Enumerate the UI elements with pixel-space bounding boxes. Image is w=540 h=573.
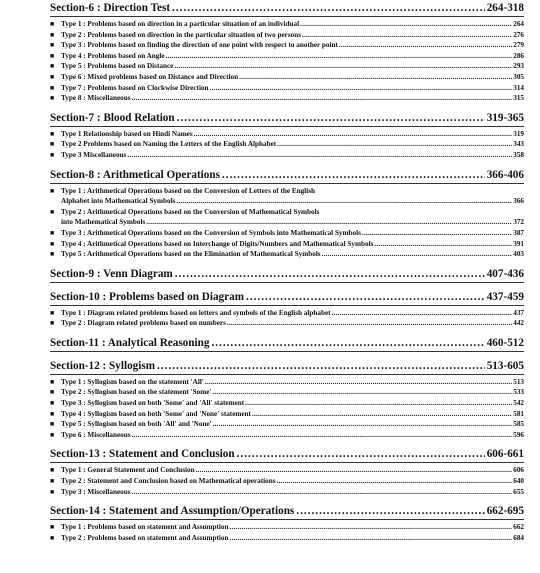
toc-item-page: 276 — [513, 30, 524, 39]
square-bullet-icon: ■ — [50, 72, 55, 81]
section-title: Section-6 : Direction Test — [50, 2, 171, 14]
square-bullet-icon: ■ — [50, 41, 55, 50]
section-item-list — [50, 377, 524, 441]
toc-item-label: Type 2 : Diagram related problems based on numbers — [61, 319, 226, 328]
toc-item — [50, 249, 524, 260]
toc-section — [50, 289, 524, 329]
toc-item-label: Alphabet into Mathematical Symbols — [61, 197, 176, 206]
dot-leader — [157, 358, 485, 374]
section-heading — [50, 0, 524, 17]
toc-section — [50, 335, 524, 352]
square-bullet-icon: ■ — [50, 250, 55, 259]
square-bullet-icon: ■ — [50, 83, 55, 92]
dot-leader — [302, 30, 512, 41]
toc-item-label: Type 3 : Arithmetical Operations based on the Conversion of Symbols into Mathematical Symbols — [61, 228, 361, 237]
square-bullet-icon: ■ — [50, 377, 55, 386]
toc-item-label: Type 4 : Arithmetical Operations based on Interchange of Digits/Numbers and Mathematical Symbols — [61, 239, 374, 248]
toc-item-page: 640 — [513, 477, 524, 486]
section-heading — [50, 110, 524, 127]
square-bullet-icon: ■ — [50, 430, 55, 439]
toc-item-label: Type 1 : Arithmetical Operations based on the Conversion of Letters of the English — [61, 186, 316, 195]
toc-item-label: Type 1 : General Statement and Conclusion — [61, 466, 195, 475]
toc-item — [50, 430, 524, 441]
toc-item — [50, 93, 524, 104]
toc-item — [50, 465, 524, 476]
toc-item-label: Type 3 : Syllogism based on both 'Some' and 'All' statement — [61, 399, 245, 408]
section-title: Section-12 : Syllogism — [50, 359, 156, 372]
square-bullet-icon: ■ — [50, 319, 55, 328]
section-heading — [50, 266, 524, 283]
dot-leader — [132, 93, 513, 104]
dot-leader — [252, 409, 512, 420]
square-bullet-icon: ■ — [50, 30, 55, 39]
square-bullet-icon: ■ — [50, 140, 55, 149]
toc-section — [50, 167, 524, 260]
toc-item-page: 513 — [513, 377, 524, 386]
toc-item-page: 293 — [513, 62, 524, 71]
toc-item — [50, 533, 524, 544]
toc-item-label: Type 1 : Syllogism based on the statement 'All' — [61, 377, 204, 386]
toc-item-page: 314 — [513, 83, 524, 92]
dot-leader — [174, 61, 512, 72]
dot-leader — [362, 228, 512, 239]
dot-leader — [222, 167, 485, 183]
toc-item-label: Type 1 : Problems based on direction in a particular situation of an individual — [61, 20, 300, 28]
square-bullet-icon: ■ — [50, 186, 55, 195]
toc-item-page: 585 — [513, 420, 524, 429]
toc-item-label: Type 1 : Diagram related problems based on letters and symbols of the English alphabet — [61, 308, 331, 317]
section-item-list — [50, 186, 524, 260]
dot-leader — [277, 476, 513, 487]
toc-item-label: Type 3 : Problems based on finding the direction of one point with respect to another point — [61, 41, 338, 50]
toc-item — [50, 387, 524, 398]
toc-item-label: Type 6 : Mixed problems based on Distance and Direction — [61, 72, 239, 81]
toc-item-page: 662 — [513, 523, 524, 532]
toc-item-page: 319 — [513, 129, 524, 138]
toc-item-label: Type 2 : Arithmetical Operations based on the Conversion of Mathematical Symbols — [61, 207, 320, 216]
toc-item-label: Type 3 Miscellaneous — [61, 150, 127, 159]
toc-item-label: Type 5 : Syllogism based on both 'All' and 'None' — [61, 420, 212, 429]
toc-item — [50, 228, 524, 239]
square-bullet-icon: ■ — [50, 477, 55, 486]
toc-item — [50, 139, 524, 150]
dot-leader — [127, 150, 512, 161]
toc-item — [50, 217, 524, 228]
square-bullet-icon: ■ — [50, 62, 55, 71]
section-heading — [50, 358, 524, 375]
toc-item-page: 542 — [513, 399, 524, 408]
toc-item-label: Type 7 : Problems based on Clockwise Direction — [61, 83, 209, 92]
toc-item — [50, 308, 524, 319]
section-item-list — [50, 19, 524, 104]
toc-item-label: Type 2 Problems based on Naming the Letters of the English Alphabet — [61, 140, 277, 149]
dot-leader — [296, 503, 484, 519]
section-heading — [50, 503, 524, 520]
toc-item-label: Type 1 Relationship based on Hindi Names — [61, 129, 193, 138]
dot-leader — [172, 0, 485, 16]
dot-leader — [227, 318, 512, 329]
toc-section — [50, 110, 524, 161]
section-item-list — [50, 308, 524, 329]
toc-item — [50, 487, 524, 498]
toc-item-page: 343 — [513, 140, 524, 149]
square-bullet-icon: ■ — [50, 409, 55, 418]
square-bullet-icon: ■ — [50, 129, 55, 138]
dot-leader — [246, 289, 485, 305]
toc-item — [50, 61, 524, 72]
square-bullet-icon: ■ — [50, 51, 55, 60]
square-bullet-icon: ■ — [50, 533, 55, 542]
dot-leader — [237, 446, 485, 462]
toc-item-page: 305 — [513, 72, 524, 81]
dot-leader — [176, 196, 512, 207]
section-title: Section-7 : Blood Relation — [50, 111, 175, 124]
toc-item-label: into Mathematical Symbols — [61, 218, 146, 227]
square-bullet-icon: ■ — [50, 487, 55, 496]
section-page-range: 319-365 — [486, 111, 524, 124]
toc-item — [50, 83, 524, 94]
section-title: Section-8 : Arithmetical Operations — [50, 168, 220, 181]
toc-item — [50, 377, 524, 388]
square-bullet-icon: ■ — [50, 20, 55, 28]
square-bullet-icon: ■ — [50, 388, 55, 397]
section-page-range: 606-661 — [486, 448, 524, 461]
dot-leader — [210, 83, 513, 94]
dot-leader — [166, 51, 513, 62]
toc-item-label: Type 1 : Problems based on statement and Assumption — [61, 523, 229, 532]
dot-leader — [132, 487, 513, 498]
toc-item — [50, 409, 524, 420]
toc-item — [50, 19, 524, 30]
section-heading — [50, 446, 524, 463]
dot-leader — [332, 308, 513, 319]
toc-item-label: Type 5 : Problems based on Distance — [61, 62, 174, 71]
section-title: Section-14 : Statement and Assumption/Operations — [50, 505, 295, 518]
toc-item-page: 684 — [513, 533, 524, 542]
toc-item — [50, 419, 524, 430]
toc-item-label: Type 4 : Syllogism based on both 'Some' and 'None' statement — [61, 409, 251, 418]
toc-item — [50, 522, 524, 533]
square-bullet-icon: ■ — [50, 308, 55, 317]
toc-item — [50, 196, 524, 207]
toc-item-page: 372 — [513, 218, 524, 227]
toc-item — [50, 318, 524, 329]
toc-item — [50, 476, 524, 487]
toc-section — [50, 446, 524, 497]
dot-leader — [239, 72, 512, 83]
square-bullet-icon: ■ — [50, 466, 55, 475]
dot-leader — [229, 533, 512, 544]
dot-leader — [322, 249, 513, 260]
section-title: Section-9 : Venn Diagram — [50, 267, 173, 280]
dot-leader — [146, 217, 512, 228]
toc-item-page: 606 — [513, 466, 524, 475]
toc-item-page: 596 — [513, 430, 524, 439]
toc-item-page: 442 — [513, 319, 524, 328]
dot-leader — [132, 430, 513, 441]
toc-item-label: Type 2 : Statement and Conclusion based on Mathematical operations — [61, 477, 276, 486]
dot-leader — [175, 266, 485, 282]
section-page-range: 460-512 — [486, 336, 524, 349]
toc-item-label: Type 8 : Miscellaneous — [61, 94, 131, 103]
toc-item-page: 358 — [513, 150, 524, 159]
toc-item-page: 366 — [513, 197, 524, 206]
section-page-range: 407-436 — [486, 267, 524, 280]
toc-item — [50, 150, 524, 161]
section-page-range: 366-406 — [486, 168, 524, 181]
section-title: Section-10 : Problems based on Diagram — [50, 290, 245, 303]
square-bullet-icon: ■ — [50, 207, 55, 216]
section-title: Section-11 : Analytical Reasoning — [50, 336, 210, 349]
square-bullet-icon: ■ — [50, 239, 55, 248]
toc-item-page: 387 — [513, 228, 524, 237]
toc-item — [50, 239, 524, 250]
square-bullet-icon: ■ — [50, 420, 55, 429]
dot-leader — [213, 419, 513, 430]
toc-item-label: Type 5 : Arithmetical Operations based on the Elimination of Mathematical Symbols — [61, 250, 321, 259]
toc-item-page: 315 — [513, 94, 524, 103]
toc-item-page: 437 — [513, 308, 524, 317]
toc-item-label: Type 6 : Miscellaneous — [61, 430, 131, 439]
table-of-contents — [50, 0, 524, 549]
toc-item-label: Type 2 : Syllogism based on the statement 'Some' — [61, 388, 212, 397]
toc-item-label: Type 3 : Miscellaneous — [61, 487, 131, 496]
section-heading — [50, 167, 524, 184]
section-page-range: 264-318 — [486, 2, 524, 14]
dot-leader — [374, 239, 512, 250]
dot-leader — [229, 522, 512, 533]
toc-section — [50, 358, 524, 441]
section-page-range: 662-695 — [486, 505, 524, 518]
dot-leader — [177, 110, 485, 126]
dot-leader — [211, 335, 484, 351]
dot-leader — [194, 129, 513, 140]
toc-item-label: Type 2 : Problems based on statement and Assumption — [61, 533, 229, 542]
section-item-list — [50, 129, 524, 161]
dot-leader — [300, 19, 512, 30]
section-item-list — [50, 465, 524, 497]
toc-item — [50, 51, 524, 62]
toc-item — [50, 30, 524, 41]
toc-item-label: Type 4 : Problems based on Angle — [61, 51, 165, 60]
dot-leader — [196, 465, 513, 476]
section-page-range: 513-605 — [486, 359, 524, 372]
section-heading — [50, 289, 524, 306]
square-bullet-icon: ■ — [50, 523, 55, 532]
toc-section — [50, 0, 524, 104]
toc-item-label: Type 2 : Problems based on direction in the particular situation of two persons — [61, 30, 302, 39]
toc-section — [50, 266, 524, 283]
dot-leader — [245, 398, 512, 409]
toc-item — [50, 186, 524, 197]
toc-item-page: 655 — [513, 487, 524, 496]
toc-item-page: 279 — [513, 41, 524, 50]
toc-item-page: 533 — [513, 388, 524, 397]
square-bullet-icon: ■ — [50, 228, 55, 237]
toc-item-page: 264 — [513, 20, 524, 28]
toc-item-page: 286 — [513, 51, 524, 60]
toc-item — [50, 40, 524, 51]
section-title: Section-13 : Statement and Conclusion — [50, 448, 235, 461]
square-bullet-icon: ■ — [50, 150, 55, 159]
section-heading — [50, 335, 524, 352]
toc-item — [50, 398, 524, 409]
section-item-list — [50, 522, 524, 543]
dot-leader — [212, 387, 512, 398]
dot-leader — [277, 139, 512, 150]
dot-leader — [339, 40, 512, 51]
toc-item — [50, 207, 524, 218]
square-bullet-icon: ■ — [50, 94, 55, 103]
dot-leader — [205, 377, 512, 388]
square-bullet-icon: ■ — [50, 399, 55, 408]
toc-item — [50, 72, 524, 83]
toc-item-page: 581 — [513, 409, 524, 418]
toc-item — [50, 129, 524, 140]
toc-section — [50, 503, 524, 543]
section-page-range: 437-459 — [486, 290, 524, 303]
toc-item-page: 391 — [513, 239, 524, 248]
toc-item-page: 403 — [513, 250, 524, 259]
